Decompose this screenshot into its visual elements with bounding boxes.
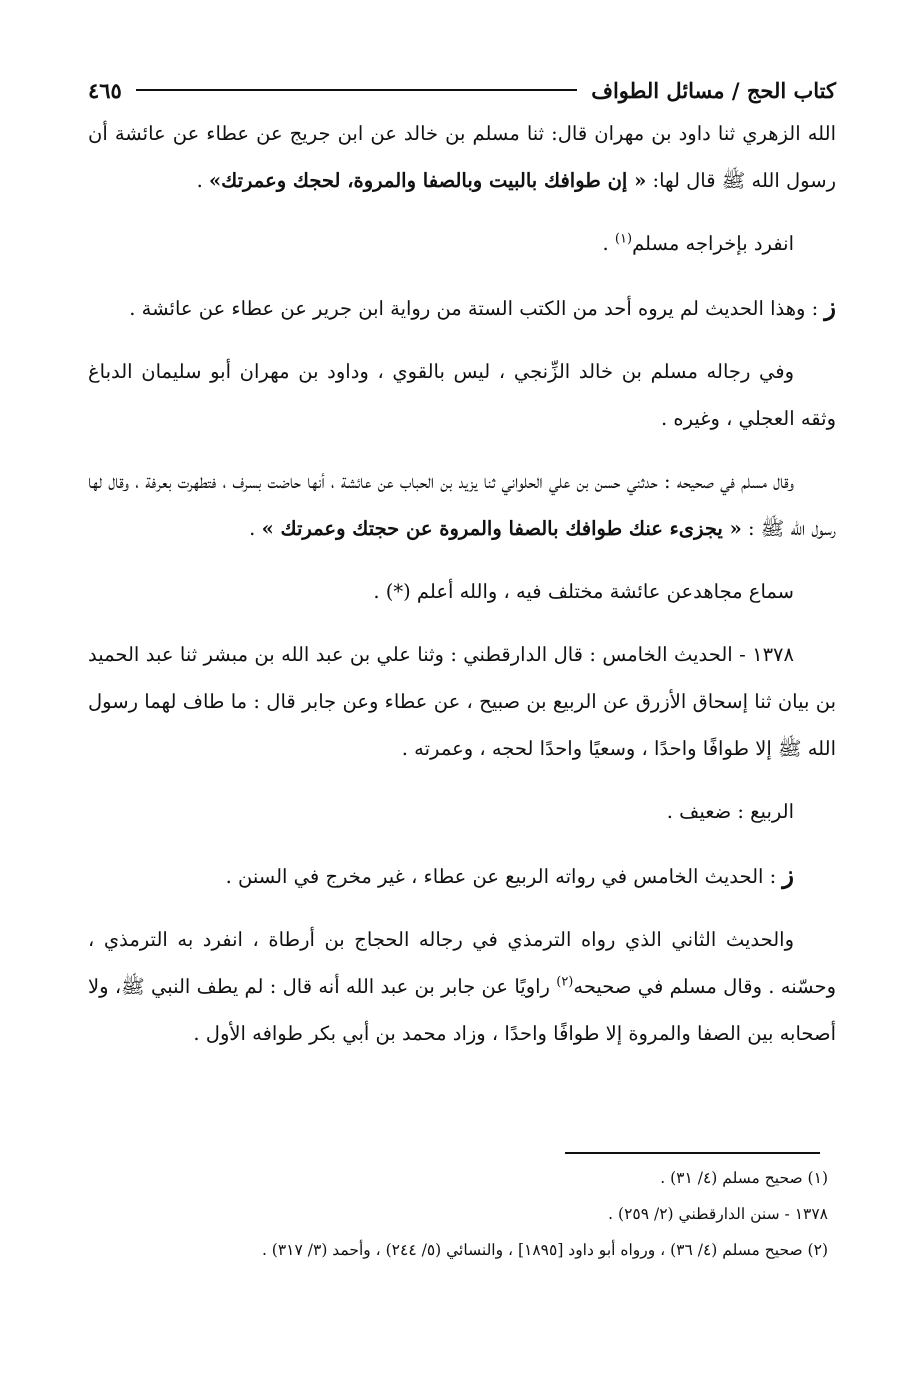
footnote-2: ١٣٧٨ - سنن الدارقطني (٢/ ٢٥٩) . (608, 1205, 828, 1223)
paragraph-2-text: انفرد بإخراجه مسلم (632, 232, 794, 255)
footnote-1: (١) صحيح مسلم (٤/ ٣١) . (660, 1169, 828, 1187)
commentary-mark: ز (824, 292, 836, 321)
paragraph-1-text: الله الزهري ثنا داود بن مهران قال: ثنا مسلم بن خالد عن ابن جريج عن عطاء عن عائشة أن رسول الله ﷺ قال لها: (88, 122, 836, 192)
paragraph-3-text: : وهذا الحديث لم يروه أحد من الكتب الستة من رواية ابن جرير عن عطاء عن عائشة . (129, 297, 819, 320)
paragraph-2 (88, 220, 836, 267)
paragraph-8-text: الربيع : ضعيف . (666, 800, 794, 823)
paragraph-1 (88, 110, 836, 204)
paragraph-9-text: : الحديث الخامس في رواته الربيع عن عطاء ، غير مخرج في السنن . (225, 865, 777, 888)
commentary-mark-2: ز (782, 860, 794, 889)
paragraph-10-text-a: والحديث الثاني الذي رواه الترمذي في رجاله الحجاج بن أرطاة ، انفرد به الترمذي ، وحسّنه . وقال مسلم في صحيحه (88, 928, 836, 998)
paragraph-4-text: وفي رجاله مسلم بن خالد الزِّنجي ، ليس بالقوي ، وداود بن مهران أبو سليمان الدباغ وثقه العجلي ، وغيره . (88, 360, 836, 430)
paragraph-7 (88, 631, 836, 772)
page-number: ٤٦٥ (88, 77, 122, 103)
paragraph-7-text: ١٣٧٨ - الحديث الخامس : قال الدارقطني : وثنا علي بن عبد الله بن مبشر ثنا عبد الحميد بن بيان ثنا إسحاق الأزرق عن الربيع بن صبيح ، عن عطاء وعن جابر قال : ما طاف لهما رسول الله ﷺ إلا طوافًا واحدًا ، وسعيًا واحدًا لحجه ، وعمرته . (88, 643, 836, 760)
paragraph-2-end: . (602, 232, 615, 255)
paragraph-8 (88, 788, 836, 835)
footnote-ref-1: (١) (614, 231, 633, 247)
hadith-quote-2: « يجزىء عنك طوافك بالصفا والمروة عن حجتك وعمرتك » (261, 517, 742, 540)
paragraph-6-text: سماع مجاهدعن عائشة مختلف فيه ، والله أعلم (*) . (373, 580, 794, 603)
paragraph-5-text: وقال مسلم في صحيحه : حدثني حسن بن علي الحلواني ثنا يزيد بن الحباب عن عائشة ، أنها حاضت بسرف ، فتطهرت بعرفة ، وقال لها رسول الله ﷺ : (88, 470, 836, 540)
paragraph-10-text-b: راويًا عن جابر بن عبد الله أنه قال : لم يطف النبي ﷺ، ولا أصحابه بين الصفا والمروة إلا طوافًا واحدًا ، وزاد محمد بن أبي بكر طوافه الأول . (88, 975, 836, 1045)
paragraph-10 (88, 916, 836, 1057)
running-header (88, 70, 836, 110)
paragraph-1-end: . (196, 169, 209, 192)
paragraph-4 (88, 348, 836, 442)
paragraph-5 (88, 458, 836, 552)
paragraph-5-end: . (249, 517, 262, 540)
header-rule (136, 89, 577, 91)
paragraph-3 (88, 283, 836, 332)
footnote-ref-2: (٢) (556, 974, 574, 990)
hadith-quote-1: « إن طوافك بالبيت وبالصفا والمروة، لحجك وعمرتك» (208, 169, 647, 192)
paragraph-9 (88, 851, 836, 900)
footnote-3: (٢) صحيح مسلم (٤/ ٣٦) ، ورواه أبو داود [١٨٩٥] ، والنسائي (٥/ ٢٤٤) ، وأحمد (٣/ ٣١٧) . (261, 1241, 828, 1259)
chapter-title: كتاب الحج / مسائل الطواف (591, 77, 836, 103)
footnotes (88, 1160, 828, 1268)
main-text (88, 110, 836, 1057)
page (88, 70, 836, 1073)
paragraph-6 (88, 568, 836, 615)
footnote-separator (565, 1152, 820, 1154)
